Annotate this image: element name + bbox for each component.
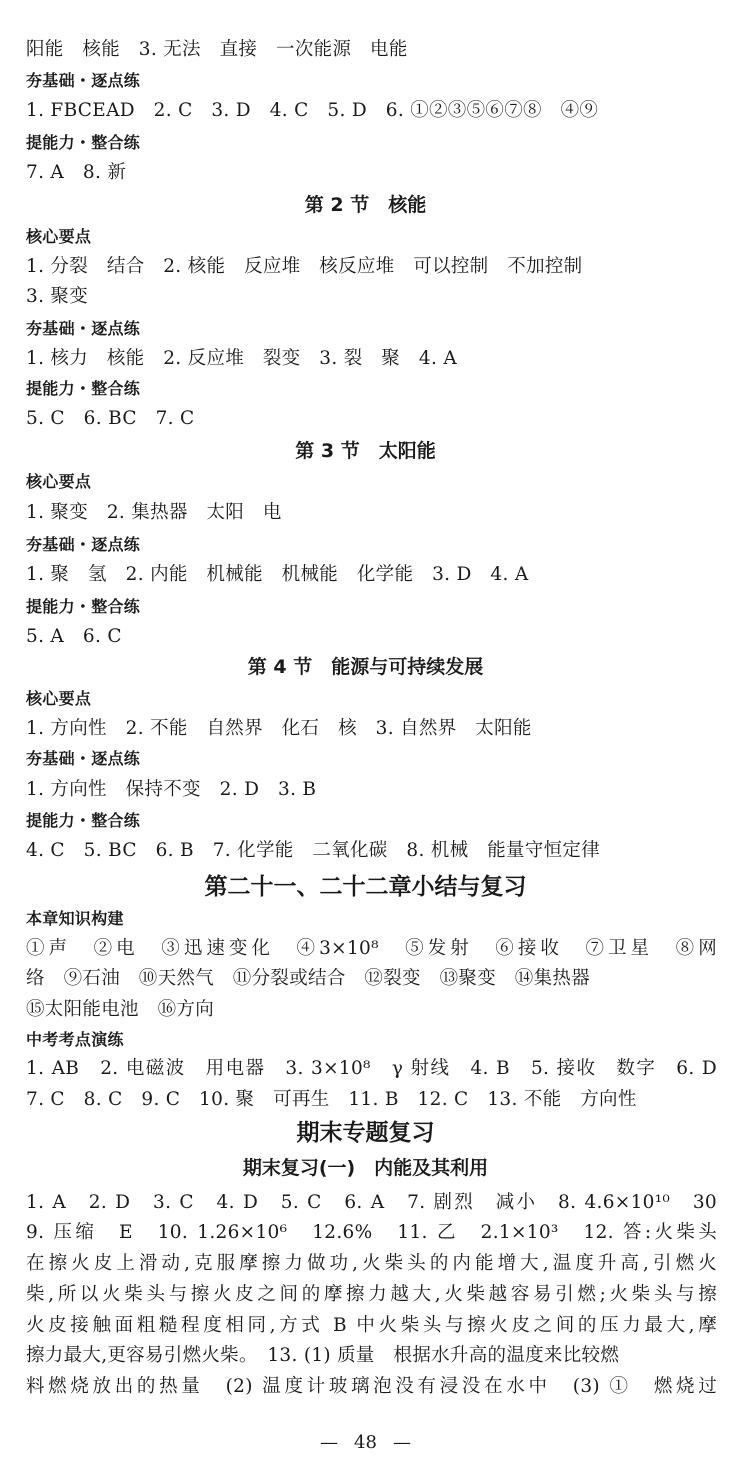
section-heading: 第 3 节 太阳能 [295,440,436,462]
subsection-label: 核心要点 [26,689,92,708]
answer-line: 1. 方向性 2. 不能 自然界 化石 核 3. 自然界 太阳能 [26,718,532,739]
subsection-label: 提能力・整合练 [26,133,141,152]
subsection-label: 核心要点 [26,472,92,491]
answer-line: ①声 ②电 ③迅速变化 ④3×10⁸ ⑤发射 ⑥接收 ⑦卫星 ⑧网 [26,938,717,959]
chapter-heading: 期末专题复习 [296,1120,435,1146]
answer-line: 在擦火皮上滑动,克服摩擦力做功,火柴头的内能增大,温度升高,引燃火 [26,1253,717,1274]
answer-line: 5. A 6. C [26,626,122,647]
subsection-label: 夯基础・逐点练 [26,71,141,90]
answer-line: 料燃烧放出的热量 (2) 温度计玻璃泡没有浸没在水中 (3) ① 燃烧过 [26,1376,717,1397]
page-number-value: 48 [354,1432,377,1453]
answer-line: 5. C 6. BC 7. C [26,408,195,429]
answer-line: 1. FBCEAD 2. C 3. D 4. C 5. D 6. ①②③⑤⑥⑦⑧ ④⑨ [26,100,599,121]
section-heading: 第 2 节 核能 [304,194,427,216]
answer-line: 火皮接触面粗糙程度相同,方式 B 中火柴头与擦火皮之间的压力最大,摩 [26,1315,717,1336]
answer-line: ⑮太阳能电池 ⑯方向 [26,999,215,1020]
answer-line: 7. C 8. C 9. C 10. 聚 可再生 11. B 12. C 13. 不能 方向性 [26,1089,637,1110]
subsection-label: 提能力・整合练 [26,597,141,616]
answer-line: 7. A 8. 新 [26,162,127,183]
answer-line: 9. 压缩 E 10. 1.26×10⁶ 12.6% 11. 乙 2.1×10³ 12. 答:火柴头 [26,1222,717,1243]
subsection-label: 中考考点演练 [26,1030,124,1049]
subsection-label: 夯基础・逐点练 [26,319,141,338]
answer-line: 1. 聚变 2. 集热器 太阳 电 [26,502,282,523]
subsection-label: 提能力・整合练 [26,379,141,398]
subsection-label: 夯基础・逐点练 [26,535,141,554]
subsection-label: 核心要点 [26,227,92,246]
answer-line: 络 ⑨石油 ⑩天然气 ⑪分裂或结合 ⑫裂变 ⑬聚变 ⑭集热器 [26,968,591,989]
subsection-label: 提能力・整合练 [26,811,141,830]
subsection-label: 本章知识构建 [26,909,124,928]
answer-line: 柴,所以火柴头与擦火皮之间的摩擦力越大,火柴越容易引燃;火柴头与擦 [26,1284,717,1305]
answer-line: 1. 方向性 保持不变 2. D 3. B [26,779,317,800]
answer-line: 1. A 2. D 3. C 4. D 5. C 6. A 7. 剧烈 减小 8. 4.6×10¹⁰ 30 [26,1192,717,1213]
answer-line: 4. C 5. BC 6. B 7. 化学能 二氧化碳 8. 机械 能量守恒定律 [26,840,601,861]
section-heading: 第 4 节 能源与可持续发展 [247,656,484,678]
section-heading: 期末复习(一) 内能及其利用 [242,1157,489,1179]
answer-line: 1. 分裂 结合 2. 核能 反应堆 核反应堆 可以控制 不加控制 [26,256,583,277]
subsection-label: 夯基础・逐点练 [26,749,141,768]
chapter-heading: 第二十一、二十二章小结与复习 [204,874,527,900]
answer-line: 1. 聚 氢 2. 内能 机械能 机械能 化学能 3. D 4. A [26,564,529,585]
answer-line: 阳能 核能 3. 无法 直接 一次能源 电能 [26,39,408,60]
answer-line: 1. AB 2. 电磁波 用电器 3. 3×10⁸ γ 射线 4. B 5. 接收 数字 6. D [26,1058,717,1079]
answer-line: 1. 核力 核能 2. 反应堆 裂变 3. 裂 聚 4. A [26,348,457,369]
page-number: — 48 — [320,1432,411,1453]
answer-line: 擦力最大,更容易引燃火柴。 13. (1) 质量 根据水升高的温度来比较燃 [26,1345,620,1366]
answer-line: 3. 聚变 [26,286,89,307]
